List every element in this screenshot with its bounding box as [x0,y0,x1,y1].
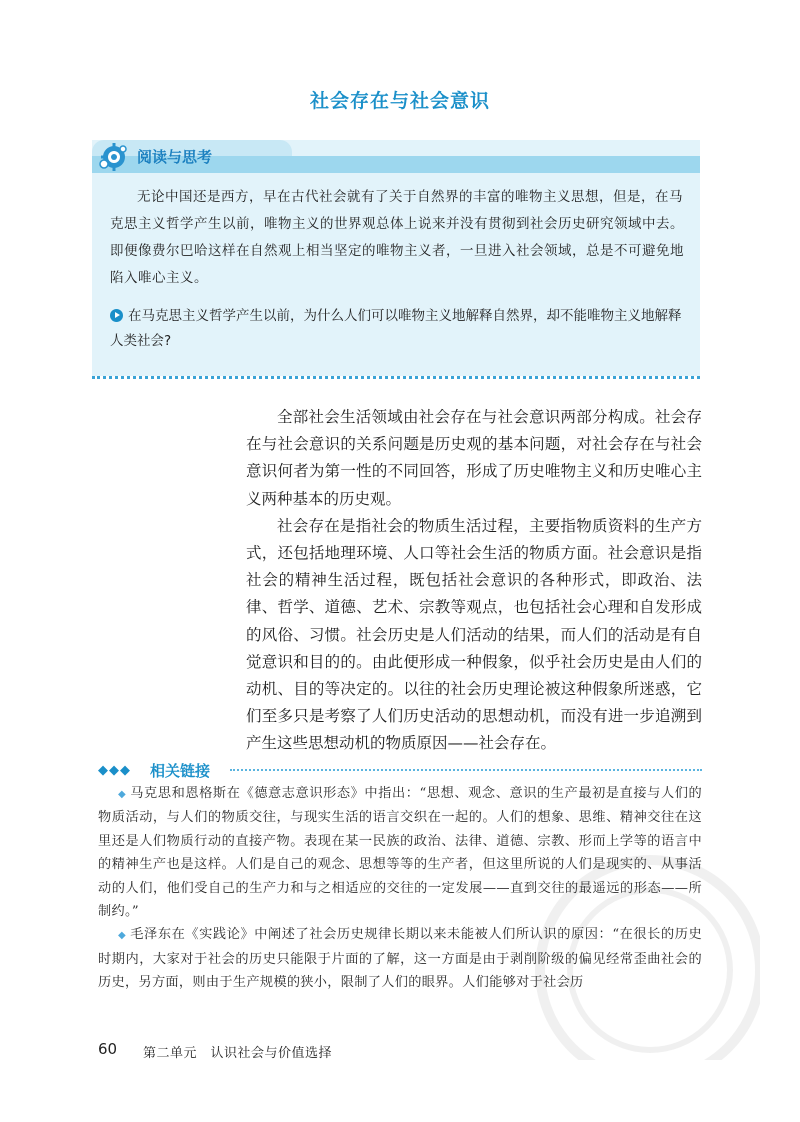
reading-box-question [110,304,692,354]
related-link-item-1-text: 马克思和恩格斯在《德意志意识形态》中指出：“思想、观念、意识的生产最初是直接与人们的物质活动，与人们的物质交往，与现实生活的语言交织在一起的。人们的想象、思维、精神交往在这里还是人们物质行动的直接产物。表现在某一民族的政治、法律、道德、宗教、形而上学等的语言中的精神生产也是这样。人们是自己的观念、思想等等的生产者，但这里所说的人们是现实的、从事活动的人们，他们受自己的生产力和与之相适应的交往的一定发展——直到交往的最遥远的形态——所制约。” [98,786,702,920]
arrow-right-icon [110,309,123,322]
footer-chapter: 第二单元 认识社会与价值选择 [143,1046,333,1061]
reading-box-title: 阅读与思考 [137,148,213,166]
related-links-header [98,760,702,780]
main-paragraph-1: 全部社会生活领域由社会存在与社会意识两部分构成。社会存在与社会意识的关系问题是历史观的基本问题，对社会存在与社会意识何者为第一性的不同回答，形成了历史唯物主义和历史唯心主义两种基本的历史观。 [246,408,702,508]
question-text: 在马克思主义哲学产生以前，为什么人们可以唯物主义地解释自然界，却不能唯物主义地解释人类社会? [110,308,682,349]
main-text [246,404,702,758]
related-links-title: 相关链接 [150,762,211,780]
gear-books-icon [98,142,128,172]
related-links-body [98,782,702,995]
diamond-bullet-icon: ◆ [118,789,127,800]
related-link-item-2-text: 毛泽东在《实践论》中阐述了社会历史规律长期以来未能被人们所认识的原因：“在很长的历史时期内，大家对于社会的历史只能限于片面的了解，这一方面是由于剥削阶级的偏见经常歪曲社会的历史，另方面，则由于生产规模的狭小，限制了人们的眼界。人们能够对于社会历 [98,927,702,991]
diamond-icons: ◆◆◆ [98,763,131,778]
reading-box-paragraph: 无论中国还是西方，早在古代社会就有了关于自然界的丰富的唯物主义思想，但是，在马克思主义哲学产生以前，唯物主义的世界观总体上说来并没有贯彻到社会历史研究领域中去。即便像费尔巴哈这样在自然观上相当坚定的唯物主义者，一旦进入社会领域，总是不可避免地陷入唯心主义。 [110,189,684,286]
related-link-item-1 [98,782,702,923]
related-links-dotted-line [230,769,702,771]
main-paragraph-2: 社会存在是指社会的物质生活过程，主要指物质资料的生产方式，还包括地理环境、人口等社会生活的物质方面。社会意识是指社会的精神生活过程，既包括社会意识的各种形式，即政治、法律、哲学、道德、艺术、宗教等观点，也包括社会心理和自发形成的风俗、习惯。社会历史是人们活动的结果，而人们的活动是有自觉意识和目的的。由此便形成一种假象，似乎社会历史是由人们的动机、目的等决定的。以往的社会历史理论被这种假象所迷惑，它们至多只是考察了人们历史活动的思想动机，而没有进一步追溯到产生这些思想动机的物质原因——社会存在。 [246,516,702,753]
page-number: 60 [98,1040,118,1058]
diamond-bullet-icon: ◆ [118,930,127,942]
dotted-divider [92,376,700,379]
related-link-item-2 [98,923,702,994]
section-title: 社会存在与社会意识 [309,90,490,112]
